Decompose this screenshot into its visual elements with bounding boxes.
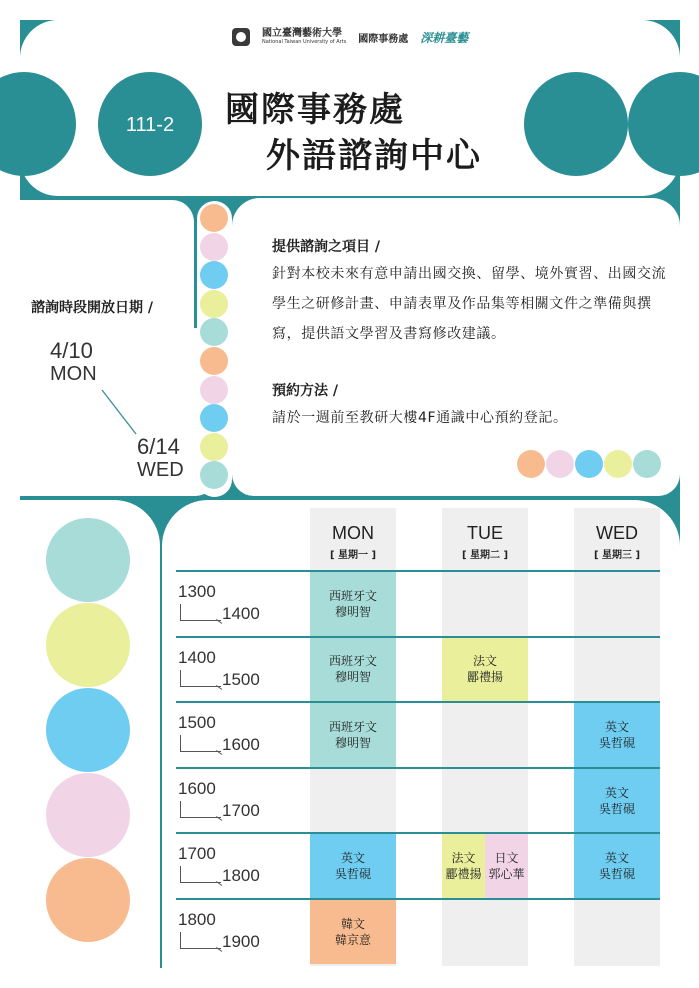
session-cell <box>310 572 396 636</box>
session-cell <box>485 834 528 898</box>
session-teacher: 吳哲硯 <box>598 735 635 750</box>
slot-end: 1700 <box>222 800 260 820</box>
slot-end: 1400 <box>222 604 260 623</box>
university-logo-icon <box>232 28 250 46</box>
items-text: 針對本校未來有意申請出國交換、留學、境外實習、出國交流學生之研修計畫、申請表單及作品集等相關文件之準備與撰寫，提供語文學習及書寫修改建議。 <box>272 266 667 342</box>
header-right-circle-1 <box>524 72 628 176</box>
session-language: 法文 <box>472 654 497 669</box>
slot-arrow-icon <box>180 604 221 621</box>
row-dot <box>517 450 545 478</box>
slot-start: 1700 <box>178 844 216 864</box>
slot-start: 1300 <box>178 582 216 601</box>
slot-start: 1600 <box>178 778 216 798</box>
session-language: 英文 <box>604 851 629 866</box>
wed-header: WED [ 星期三 ] <box>574 508 660 566</box>
booking-title: 預約方法 / <box>272 383 338 399</box>
session-cell <box>310 703 396 767</box>
logo-bar <box>232 28 468 46</box>
slot-end: 1500 <box>222 669 260 689</box>
row-dot <box>546 450 574 478</box>
slot-arrow-icon <box>180 735 221 752</box>
term-label: 111-2 <box>125 113 175 136</box>
mon-header: MON [ 星期一 ] <box>310 508 396 566</box>
session-teacher: 穆明智 <box>334 670 371 685</box>
session-teacher: 穆明智 <box>334 735 371 750</box>
slot-end: 1900 <box>222 932 260 951</box>
session-language: 西班牙文 <box>328 654 377 669</box>
brand-logo: 深耕臺藝 <box>420 30 469 45</box>
session-language: 西班牙文 <box>328 719 377 734</box>
title-line-1: 國際事務處 <box>225 90 405 130</box>
time-slot-label <box>178 834 278 896</box>
title-line-2: 外語諮詢中心 <box>266 136 482 176</box>
session-cell <box>310 834 396 898</box>
booking-text: 請於一週前至教研大樓4F通識中心預約登記。 <box>272 410 568 426</box>
session-teacher: 吳哲硯 <box>334 867 371 882</box>
slot-arrow-icon <box>180 801 221 818</box>
office-logo: 國際事務處 <box>358 33 409 45</box>
slot-end: 1600 <box>222 735 260 755</box>
session-language: 英文 <box>604 785 629 800</box>
session-cell <box>574 769 660 833</box>
end-date: 6/14 <box>137 434 180 459</box>
tue-header: TUE [ 星期二 ] <box>442 508 528 566</box>
session-cell <box>574 834 660 898</box>
time-slot-label <box>178 572 278 634</box>
session-language: 西班牙文 <box>328 588 377 603</box>
row-dot <box>604 450 632 478</box>
open-period-label: 諮詢時段開放日期 / <box>31 300 153 316</box>
start-date: 4/10 <box>50 338 93 363</box>
session-language: 韓文 <box>340 916 365 931</box>
session-cell <box>574 703 660 767</box>
session-language: 英文 <box>604 719 629 734</box>
big-circle-yellow <box>46 603 130 687</box>
session-cell <box>442 834 485 898</box>
strip-dot <box>200 376 228 404</box>
strip-dot <box>200 404 228 432</box>
slot-start: 1800 <box>178 910 216 929</box>
time-slot-label <box>178 769 278 831</box>
session-teacher: 穆明智 <box>334 604 371 619</box>
end-day: WED <box>137 459 184 481</box>
time-slot-label <box>178 703 278 765</box>
session-teacher: 酈禮揚 <box>445 867 482 882</box>
time-slot-label <box>178 638 278 700</box>
row-dot <box>575 450 603 478</box>
strip-dot <box>200 347 228 375</box>
session-language: 法文 <box>451 851 476 866</box>
strip-dot <box>200 433 228 461</box>
session-teacher: 酈禮揚 <box>466 670 503 685</box>
session-cell <box>442 638 528 702</box>
big-circle-blue <box>46 688 130 772</box>
slot-start: 1500 <box>178 713 216 733</box>
session-teacher: 吳哲硯 <box>598 867 635 882</box>
start-day: MON <box>50 363 97 385</box>
slot-end: 1800 <box>222 866 260 886</box>
slot-arrow-icon <box>180 866 221 883</box>
strip-dot <box>200 233 228 261</box>
date-range-line <box>100 388 140 438</box>
slot-arrow-icon <box>180 932 221 949</box>
session-language: 日文 <box>494 851 519 866</box>
session-language: 英文 <box>340 851 365 866</box>
row-dot <box>633 450 661 478</box>
session-teacher: 韓京意 <box>334 932 371 947</box>
session-cell <box>310 638 396 702</box>
strip-dot <box>200 261 228 289</box>
university-logo-text: 國立臺灣藝術大學 National Taiwan University of Arts <box>262 28 347 45</box>
strip-dot <box>200 204 228 232</box>
session-cell <box>310 900 396 964</box>
time-slot-label <box>178 900 278 962</box>
strip-dot <box>200 290 228 318</box>
slot-start: 1400 <box>178 647 216 667</box>
big-circle-pink <box>46 773 130 857</box>
items-title: 提供諮詢之項目 / <box>272 239 380 255</box>
big-circle-mint <box>46 518 130 602</box>
big-circle-orange <box>46 858 130 942</box>
slot-arrow-icon <box>180 670 221 687</box>
session-teacher: 郭心華 <box>488 867 525 882</box>
session-teacher: 吳哲硯 <box>598 801 635 816</box>
